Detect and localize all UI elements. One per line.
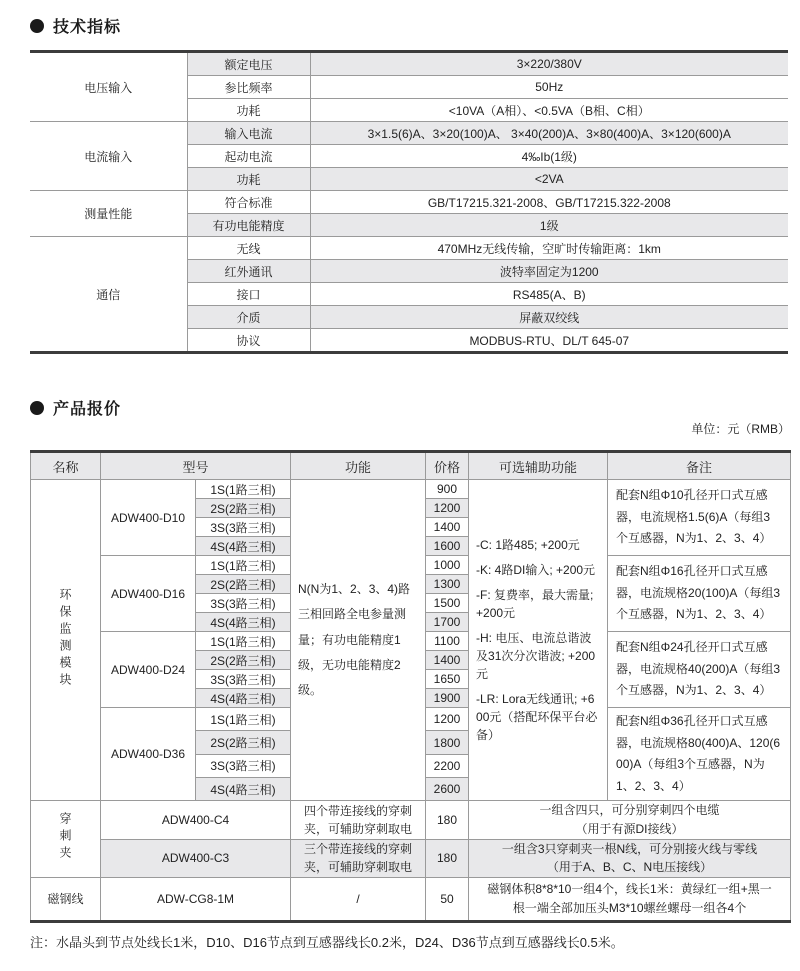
remark-cell (469, 839, 791, 877)
spec-value: 3×1.5(6)A、3×20(100)A、 3×40(200)A、3×80(400)A、3×120(600)A (310, 122, 788, 145)
function-cell: 三个带连接线的穿刺夹，可辅助穿刺取电 (291, 839, 426, 877)
remark-line: 一组含四只，可分别穿刺四个电缆 (539, 803, 720, 818)
remark-cell: 配套N组Φ36孔径开口式互感器，电流规格80(400)A、120(600)A（每组3个互感器，N为1、2、3、4） (608, 708, 791, 801)
price-cell: 1900 (426, 689, 469, 708)
spec-value: 3×220/380V (310, 52, 788, 76)
spec-label: 符合标准 (187, 191, 310, 214)
remark-cell: 配套N组Φ24孔径开口式互感器，电流规格40(200)A（每组3个互感器，N为1、2、3、4） (608, 632, 791, 708)
optional-item: -H: 电压、电流总谐波及31次分次谐波; +200元 (476, 631, 596, 682)
optional-item: -LR: Lora无线通讯; +600元（搭配环保平台必备） (476, 692, 598, 743)
price-cell: 1700 (426, 613, 469, 632)
spec-value: 1级 (310, 214, 788, 237)
remark-line: 根一端全部加压头M3*10螺丝螺母一组各4个 (512, 900, 747, 915)
bullet-icon (30, 19, 44, 33)
optional-item: -F: 复费率，最大需量; +200元 (476, 588, 594, 621)
spec-value: <10VA（A相）、<0.5VA（B相、C相） (310, 99, 788, 122)
function-cell: / (291, 877, 426, 921)
price-cell: 1200 (426, 708, 469, 731)
price-cell: 1500 (426, 594, 469, 613)
remark-cell (469, 877, 791, 921)
spec-value: RS485(A、B) (310, 283, 788, 306)
pricing-header-row (31, 452, 791, 480)
unit-label: 单位：元（RMB） (691, 422, 790, 436)
col-header-model: 型号 (101, 452, 291, 480)
spec-label: 红外通讯 (187, 260, 310, 283)
spec-group-current-input: 电流输入 (30, 122, 187, 191)
variant-cell: 3S(3路三相) (196, 670, 291, 689)
model-cell: ADW400-D16 (101, 556, 196, 632)
spec-group-voltage-input: 电压输入 (30, 52, 187, 122)
variant-cell: 4S(4路三相) (196, 613, 291, 632)
spec-row (30, 52, 788, 76)
bullet-icon (30, 401, 44, 415)
tech-specs-table (30, 50, 788, 354)
spec-value: 470MHz无线传输，空旷时传输距离：1km (310, 237, 788, 260)
spec-label: 无线 (187, 237, 310, 260)
remark-cell: 配套N组Φ16孔径开口式互感器，电流规格20(100)A（每组3个互感器，N为1、2、3、4） (608, 556, 791, 632)
variant-cell: 3S(3路三相) (196, 754, 291, 777)
variant-cell: 1S(1路三相) (196, 556, 291, 575)
spec-value: MODBUS-RTU、DL/T 645-07 (310, 329, 788, 353)
section-title-pricing (30, 396, 121, 419)
remark-cell (469, 801, 791, 839)
spec-label: 功耗 (187, 99, 310, 122)
price-cell: 1650 (426, 670, 469, 689)
optional-functions-cell (469, 480, 608, 801)
price-cell: 1300 (426, 575, 469, 594)
function-cell: N(N为1、2、3、4)路三相回路全电参量测量；有功电能精度1级，无功电能精度2级。 (291, 480, 426, 801)
price-cell: 1100 (426, 632, 469, 651)
spec-value: GB/T17215.321-2008、GB/T17215.322-2008 (310, 191, 788, 214)
category-cell-piercing-clamp: 穿刺夹 (31, 801, 101, 877)
price-cell: 1400 (426, 651, 469, 670)
spec-value: <2VA (310, 168, 788, 191)
model-cell: ADW400-D10 (101, 480, 196, 556)
price-cell: 180 (426, 801, 469, 839)
spec-label: 输入电流 (187, 122, 310, 145)
pricing-row (31, 839, 791, 877)
price-cell: 1000 (426, 556, 469, 575)
model-cell: ADW400-C4 (101, 801, 291, 839)
category-cell-magnet-wire: 磁钢线 (31, 877, 101, 921)
model-cell: ADW-CG8-1M (101, 877, 291, 921)
price-cell: 900 (426, 480, 469, 499)
variant-cell: 1S(1路三相) (196, 480, 291, 499)
variant-cell: 2S(2路三相) (196, 499, 291, 518)
spec-value: 波特率固定为1200 (310, 260, 788, 283)
remark-line: 一组含3只穿刺夹一根N线，可分别接火线与零线 (501, 841, 758, 856)
variant-cell: 2S(2路三相) (196, 575, 291, 594)
spec-label: 起动电流 (187, 145, 310, 168)
optional-item: -K: 4路DI输入; +200元 (476, 563, 596, 578)
variant-cell: 2S(2路三相) (196, 731, 291, 754)
spec-label: 接口 (187, 283, 310, 306)
pricing-row (31, 480, 791, 499)
variant-cell: 1S(1路三相) (196, 708, 291, 731)
variant-cell: 4S(4路三相) (196, 689, 291, 708)
remark-line: （用于A、B、C、N电压接线） (546, 860, 713, 875)
variant-cell: 4S(4路三相) (196, 537, 291, 556)
price-cell: 1200 (426, 499, 469, 518)
pricing-row (31, 801, 791, 839)
variant-cell: 4S(4路三相) (196, 778, 291, 801)
category-cell-module: 环保监测模块 (31, 480, 101, 801)
variant-cell: 2S(2路三相) (196, 651, 291, 670)
spec-label: 功耗 (187, 168, 310, 191)
spec-label: 额定电压 (187, 52, 310, 76)
model-cell: ADW400-D36 (101, 708, 196, 801)
price-cell: 50 (426, 877, 469, 921)
optional-item: -C: 1路485; +200元 (476, 538, 580, 553)
variant-cell: 1S(1路三相) (196, 632, 291, 651)
price-cell: 1800 (426, 731, 469, 754)
col-header-name: 名称 (31, 452, 101, 480)
spec-value: 4‰Ib(1级) (310, 145, 788, 168)
remark-line: （用于有源DI接线） (575, 821, 684, 836)
spec-label: 协议 (187, 329, 310, 353)
spec-group-measurement: 测量性能 (30, 191, 187, 237)
price-cell: 1400 (426, 518, 469, 537)
model-cell: ADW400-C3 (101, 839, 291, 877)
model-cell: ADW400-D24 (101, 632, 196, 708)
price-cell: 2600 (426, 778, 469, 801)
spec-group-communication: 通信 (30, 237, 187, 353)
col-header-remark: 备注 (608, 452, 791, 480)
spec-value: 屏蔽双绞线 (310, 306, 788, 329)
spec-row (30, 191, 788, 214)
col-header-price: 价格 (426, 452, 469, 480)
spec-row (30, 237, 788, 260)
spec-label: 介质 (187, 306, 310, 329)
pricing-table (30, 450, 791, 923)
price-cell: 180 (426, 839, 469, 877)
section-title-text: 技术指标 (53, 19, 122, 36)
col-header-optional: 可选辅助功能 (469, 452, 608, 480)
spec-row (30, 122, 788, 145)
variant-cell: 3S(3路三相) (196, 518, 291, 537)
price-cell: 2200 (426, 754, 469, 777)
variant-cell: 3S(3路三相) (196, 594, 291, 613)
section-title-text: 产品报价 (53, 401, 122, 418)
spec-label: 参比频率 (187, 76, 310, 99)
footnote: 注：水晶头到节点处线长1米，D10、D16节点到互感器线长0.2米，D24、D36节点到互感器线长0.5米。 (30, 935, 624, 950)
remark-line: 磁钢体积8*8*10一组4个，线长1米：黄绿红一组+黑一 (487, 882, 772, 897)
price-cell: 1600 (426, 537, 469, 556)
spec-value: 50Hz (310, 76, 788, 99)
col-header-function: 功能 (291, 452, 426, 480)
spec-label: 有功电能精度 (187, 214, 310, 237)
pricing-row (31, 877, 791, 921)
remark-cell: 配套N组Φ10孔径开口式互感器，电流规格1.5(6)A（每组3个互感器，N为1、2、3、4） (608, 480, 791, 556)
section-title-tech-specs (30, 14, 121, 37)
function-cell: 四个带连接线的穿刺夹，可辅助穿刺取电 (291, 801, 426, 839)
